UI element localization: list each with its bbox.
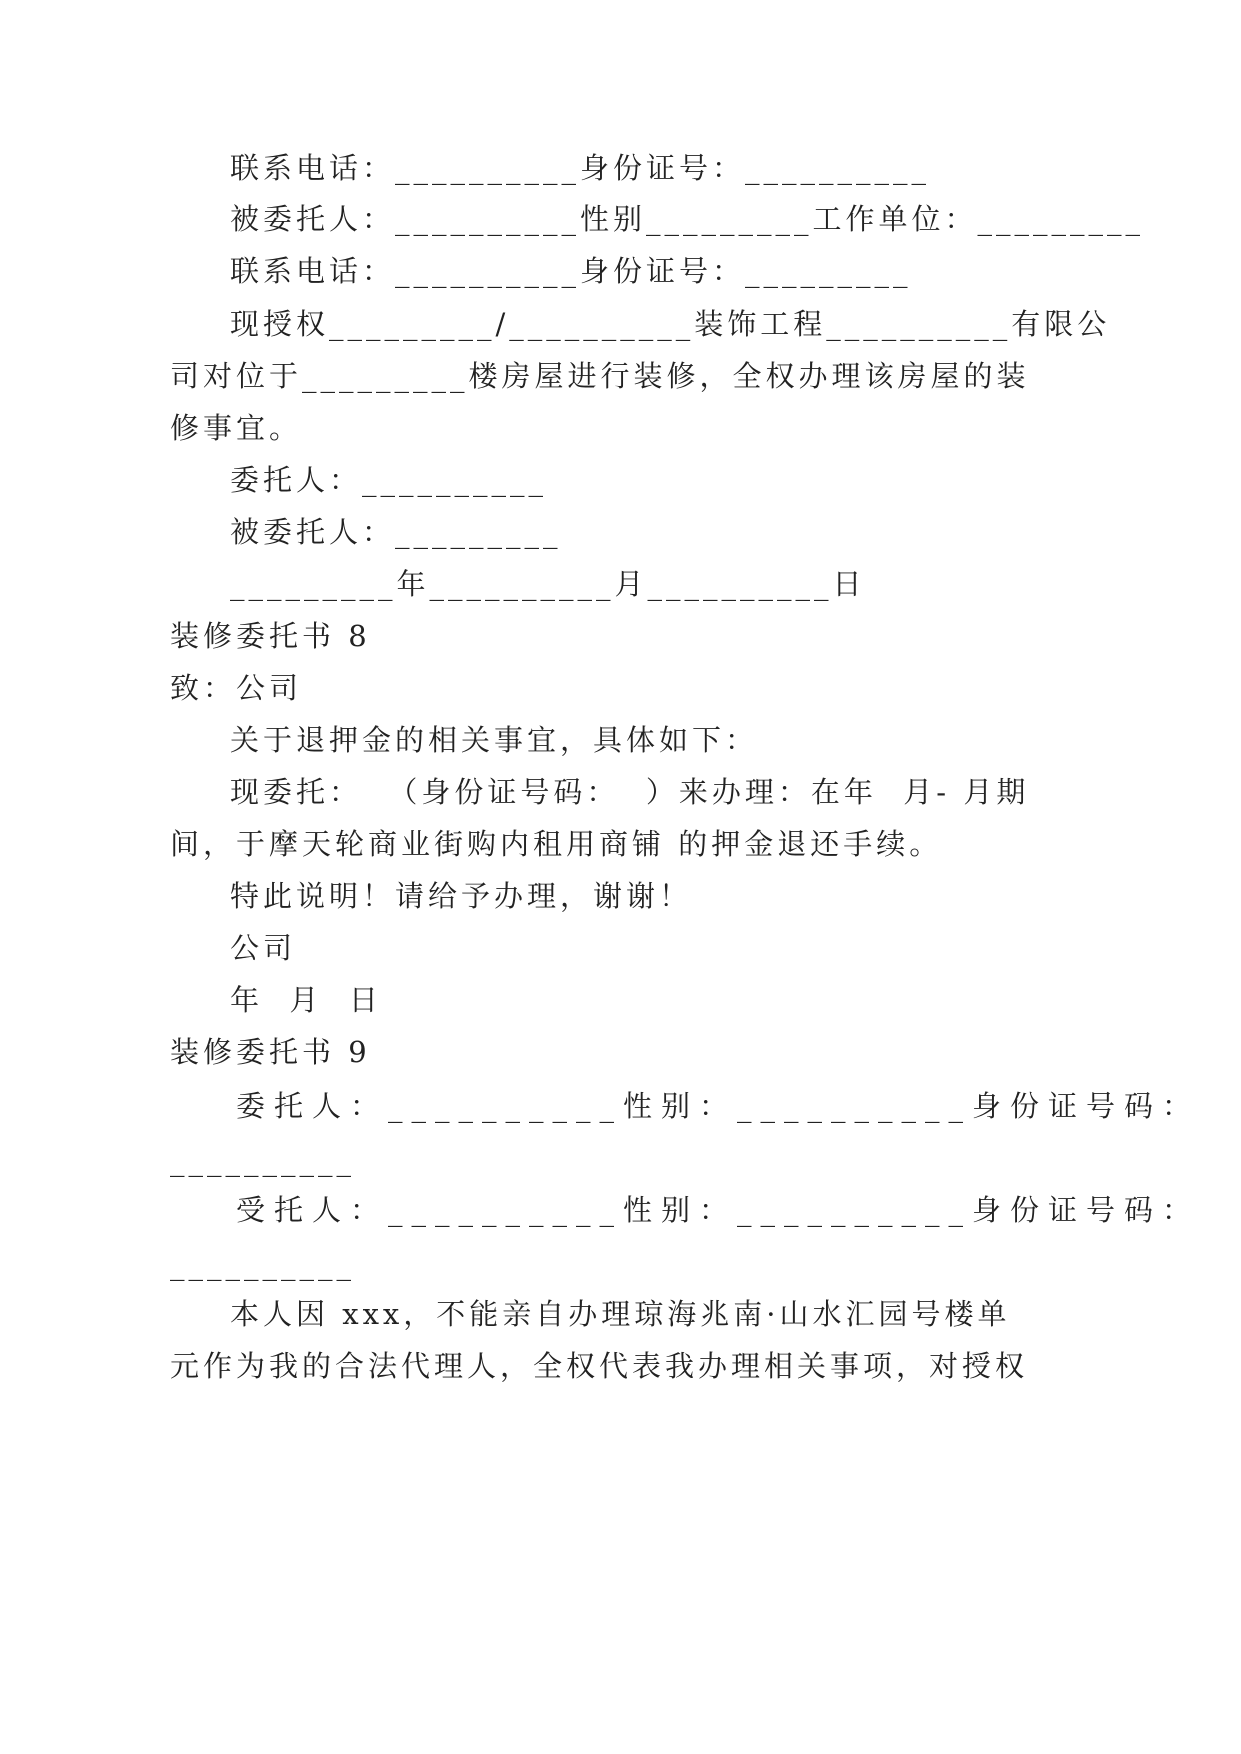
text-line: 元作为我的合法代理人，全权代表我办理相关事项，对授权 xyxy=(170,1349,1029,1383)
text-line: 年 月 日 xyxy=(230,983,382,1017)
text-line: 关于退押金的相关事宜，具体如下： xyxy=(230,723,759,757)
text-line: __________ xyxy=(170,1143,355,1177)
text-line: 修事宜。 xyxy=(170,411,303,445)
text-line: 委托人：__________ xyxy=(230,463,548,497)
text-line: _________年__________月__________日 xyxy=(230,567,866,601)
text-line: 联系电话：__________身份证号：_________ xyxy=(230,254,912,288)
section-heading: 装修委托书 9 xyxy=(170,1035,371,1069)
text-line: 司对位于_________楼房屋进行装修，全权办理该房屋的装 xyxy=(170,359,1030,393)
text-line: __________ xyxy=(170,1247,355,1281)
text-line: 公司 xyxy=(230,931,297,965)
text-line: 现委托： （身份证号码： ）来办理：在年 月- 月期 xyxy=(230,775,1030,809)
text-line: 致：公司 xyxy=(170,671,303,705)
section-heading: 装修委托书 8 xyxy=(170,619,371,653)
text-line: 间，于摩天轮商业街购内租用商铺 的押金退还手续。 xyxy=(170,827,943,861)
text-line: 被委托人：__________性别_________工作单位：_________ xyxy=(230,202,1145,236)
text-line: 本人因 xxx，不能亲自办理琼海兆南·山水汇园号楼单 xyxy=(230,1297,1011,1331)
text-line: 联系电话：__________身份证号：__________ xyxy=(230,151,931,185)
text-line: 委托人：__________性别：__________身份证号码： xyxy=(236,1089,1201,1123)
text-line: 被委托人：_________ xyxy=(230,515,562,549)
text-line: 受托人：__________性别：__________身份证号码： xyxy=(236,1193,1201,1227)
text-line: 现授权_________/__________装饰工程__________有限公 xyxy=(230,307,1111,341)
text-line: 特此说明！请给予办理，谢谢！ xyxy=(230,879,693,913)
